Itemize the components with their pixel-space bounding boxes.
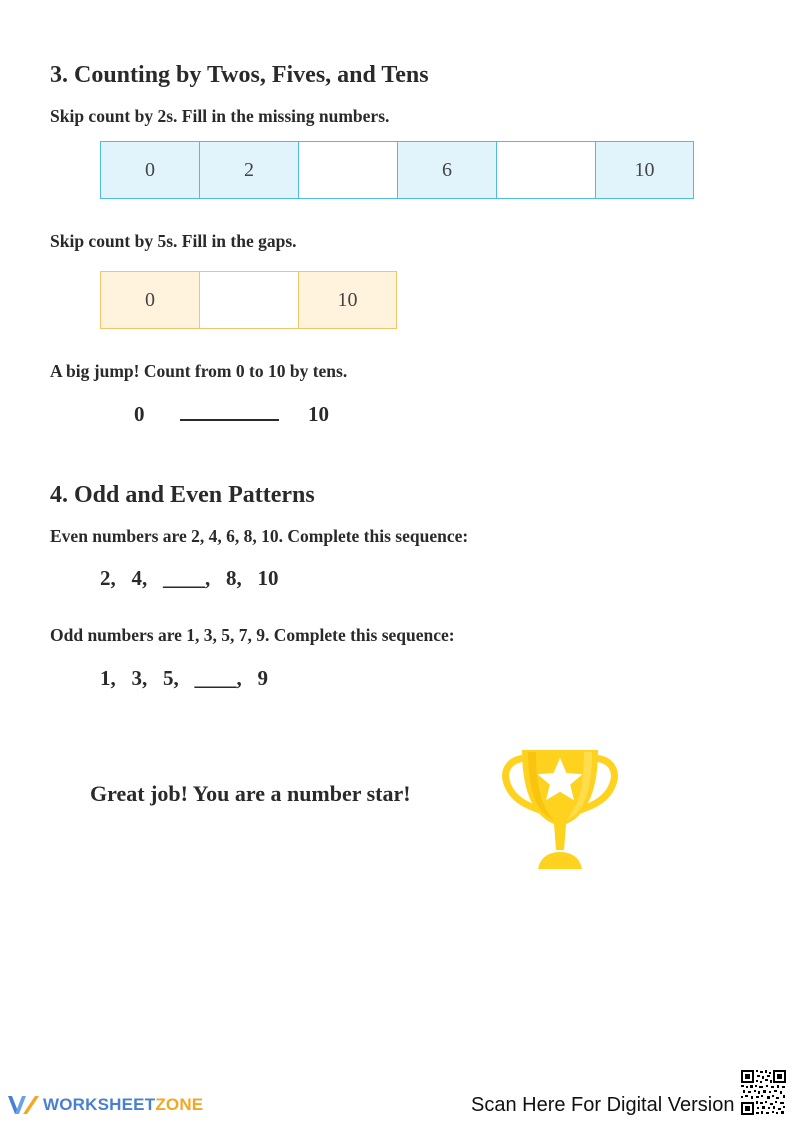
trophy-star-icon xyxy=(502,748,618,870)
fives-blank-cell[interactable] xyxy=(199,271,298,329)
tens-instruction: A big jump! Count from 0 to 10 by tens. xyxy=(50,361,348,381)
brand-name-part1: WORKSHEET xyxy=(43,1095,156,1114)
twos-cell: 10 xyxy=(595,141,694,199)
qr-code-icon[interactable] xyxy=(741,1070,786,1115)
closing-message: Great job! You are a number star! xyxy=(90,781,411,806)
even-sequence: 2, 4, ____, 8, 10 xyxy=(100,566,279,590)
odd-sequence: 1, 3, 5, ____, 9 xyxy=(100,666,268,690)
tens-answer-blank[interactable] xyxy=(180,419,279,421)
brand-name xyxy=(43,1095,203,1115)
scan-text: Scan Here For Digital Version xyxy=(471,1094,735,1116)
fives-cell: 0 xyxy=(100,271,199,329)
fives-cell: 10 xyxy=(298,271,397,329)
twos-cell: 0 xyxy=(100,141,199,199)
worksheet-zone-logo-icon xyxy=(6,1092,40,1118)
twos-blank-cell[interactable] xyxy=(496,141,595,199)
fives-instruction: Skip count by 5s. Fill in the gaps. xyxy=(50,231,297,251)
twos-cell: 2 xyxy=(199,141,298,199)
twos-instruction: Skip count by 2s. Fill in the missing numbers. xyxy=(50,106,390,126)
twos-number-row xyxy=(100,141,694,199)
twos-cell: 6 xyxy=(397,141,496,199)
brand-name-part2: ZONE xyxy=(155,1095,204,1114)
tens-end-number: 10 xyxy=(308,402,329,426)
twos-blank-cell[interactable] xyxy=(298,141,397,199)
section-4-title: 4. Odd and Even Patterns xyxy=(50,482,315,508)
section-3-title: 3. Counting by Twos, Fives, and Tens xyxy=(50,62,429,88)
tens-start-number: 0 xyxy=(134,402,145,426)
fives-number-row xyxy=(100,271,397,329)
even-instruction: Even numbers are 2, 4, 6, 8, 10. Complete this sequence: xyxy=(50,526,469,546)
odd-instruction: Odd numbers are 1, 3, 5, 7, 9. Complete this sequence: xyxy=(50,625,455,645)
